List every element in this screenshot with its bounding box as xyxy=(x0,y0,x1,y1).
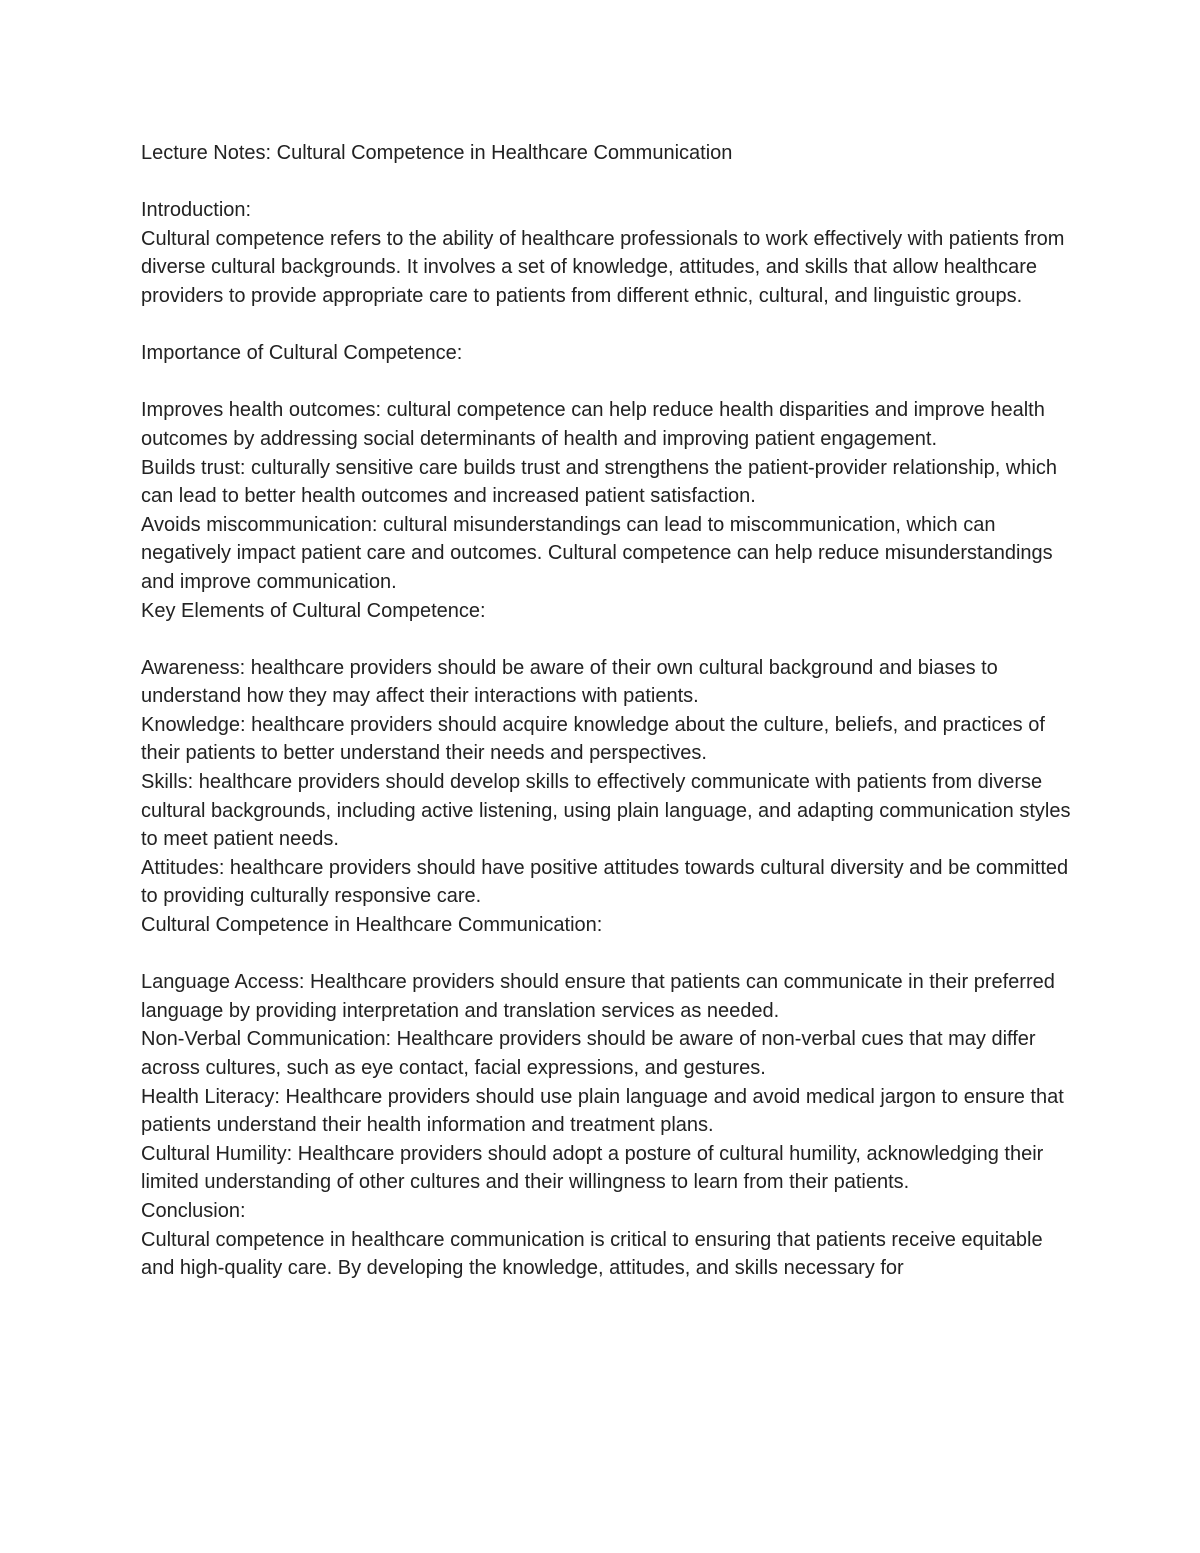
communication-item: Cultural Humility: Healthcare providers should adopt a posture of cultural humility, acknowledging their limited understanding of other cultures and their willingness to learn from their patients. xyxy=(141,1142,1044,1194)
key-element-item: Knowledge: healthcare providers should acquire knowledge about the culture, beliefs, and practices of their patients to better understand their needs and perspectives. xyxy=(141,713,1045,765)
document-body xyxy=(141,139,1071,1283)
communication-item: Health Literacy: Healthcare providers should use plain language and avoid medical jargon to ensure that patients understand their health information and treatment plans. xyxy=(141,1085,1064,1137)
communication-item: Non-Verbal Communication: Healthcare providers should be aware of non-verbal cues that may differ across cultures, such as eye contact, facial expressions, and gestures. xyxy=(141,1028,1036,1079)
conclusion-heading: Conclusion: xyxy=(141,1199,246,1222)
document-title: Lecture Notes: Cultural Competence in Healthcare Communication xyxy=(141,142,733,164)
introduction-paragraph: Cultural competence refers to the ability of healthcare professionals to work effectively with patients from diverse cultural backgrounds. It involves a set of knowledge, attitudes, and skills that allow healthcare providers to provide appropriate care to patients from different ethnic, cultural, and linguistic groups. xyxy=(141,227,1065,307)
importance-item: Improves health outcomes: cultural competence can help reduce health disparities and improve health outcomes by addressing social determinants of health and improving patient engagement. xyxy=(141,399,1045,450)
key-element-item: Attitudes: healthcare providers should have positive attitudes towards cultural diversity and be committed to providing culturally responsive care. xyxy=(141,856,1069,908)
introduction-heading: Introduction: xyxy=(141,199,252,222)
importance-item: Builds trust: culturally sensitive care builds trust and strengthens the patient-provider relationship, which can lead to better health outcomes and increased patient satisfaction. xyxy=(141,456,1058,508)
conclusion-paragraph: Cultural competence in healthcare communication is critical to ensuring that patients receive equitable and high-quality care. By developing the knowledge, attitudes, and skills necessary for xyxy=(141,1228,1043,1280)
key-element-item: Skills: healthcare providers should develop skills to effectively communicate with patients from diverse cultural backgrounds, including active listening, using plain language, and adapting communication styles to meet patient needs. xyxy=(141,771,1071,851)
importance-heading: Importance of Cultural Competence: xyxy=(141,342,463,365)
key-element-item: Awareness: healthcare providers should be aware of their own cultural background and biases to understand how they may affect their interactions with patients. xyxy=(141,656,998,708)
communication-item: Language Access: Healthcare providers should ensure that patients can communicate in their preferred language by providing interpretation and translation services as needed. xyxy=(141,971,1055,1022)
key-elements-heading: Key Elements of Cultural Competence: xyxy=(141,599,486,622)
importance-item: Avoids miscommunication: cultural misunderstandings can lead to miscommunication, which can negatively impact patient care and outcomes. Cultural competence can help reduce misunderstandings and improve communication. xyxy=(141,513,1053,593)
communication-heading: Cultural Competence in Healthcare Communication: xyxy=(141,914,603,937)
